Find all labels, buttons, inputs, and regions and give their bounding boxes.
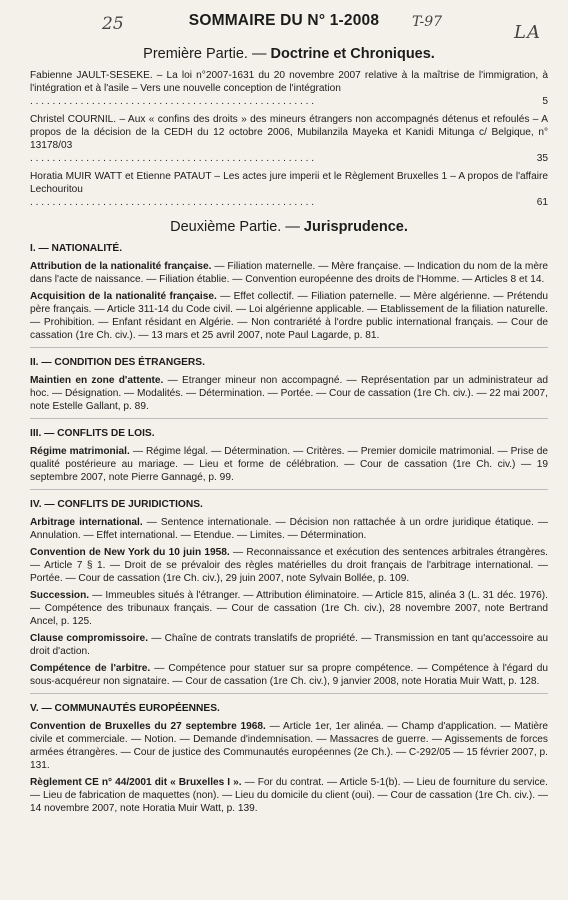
section-divider xyxy=(30,347,548,348)
section-divider xyxy=(30,418,548,419)
case-entry-title: Régime matrimonial. xyxy=(30,446,130,457)
section-heading: I. — NATIONALITÉ. xyxy=(30,243,123,254)
case-entry xyxy=(30,374,548,413)
handwritten-reference: T-97 xyxy=(412,14,443,30)
doctrine-entry-leader xyxy=(30,152,548,165)
case-entry xyxy=(30,260,548,286)
case-entry-text: — Immeubles situés à l'étranger. — Attribution éliminatoire. — Article 815, alinéa 3 (L. 31 déc. 1976). — Compétence des tribunaux français. — Cour de cassation (1re Ch. civ.), 28 novembre 2007, note Bertrand Ancel, p. 125. xyxy=(30,590,548,627)
case-entry xyxy=(30,546,548,585)
case-entry xyxy=(30,290,548,342)
case-entry-title: Maintien en zone d'attente. xyxy=(30,375,164,386)
doctrine-entry-text: Horatia MUIR WATT et Etienne PATAUT – Les actes jure imperii et le Règlement Bruxelles 1 – A propos de l'affaire Lechouritou xyxy=(30,171,548,195)
case-entry-text: — Régime légal. — Détermination. — Critères. — Premier domicile matrimonial. — Prise de qualité postérieure au mariage. — Lieu et forme de célébration. — Cour de cassation (1re Ch. civ.) — 19 septembre 2007, note Pierre Gannagé, p. 99. xyxy=(30,446,549,483)
case-entry xyxy=(30,589,548,628)
page-title: SOMMAIRE DU N° 1-2008 xyxy=(188,12,380,29)
case-entry-text: — For du contrat. — Article 5-1(b). — Lieu de fourniture du service. — Lieu de fabrication de maquettes (non). — Lieu du domicile du client (oui). — Cour de cassation (1re Ch. civ.). — 14 novembre 2007, note Horatia Muir Watt, p. 139. xyxy=(30,777,548,814)
part-one-heading xyxy=(30,48,548,61)
case-entry-title: Succession. xyxy=(30,590,90,601)
case-entry-text: — Article 1er, 1er alinéa. — Champ d'application. — Matière civile et commerciale. — Notion. — Demande d'indemnisation. — Massacres de guerre. — Agissements de forces armées étrangères. — Cour de justice des Communautés européennes (2e Ch.). — C-292/05 — 15 février 2007, p. 131. xyxy=(30,721,548,771)
case-entry-title: Convention de New York du 10 juin 1958. xyxy=(30,547,230,558)
doctrine-entry xyxy=(30,113,548,165)
case-entry-title: Convention de Bruxelles du 27 septembre 1968. xyxy=(30,721,266,732)
jurisprudence-sections xyxy=(30,242,548,815)
case-entry xyxy=(30,776,548,815)
case-entry xyxy=(30,720,548,772)
case-entry xyxy=(30,516,548,542)
part-two-title: Jurisprudence. xyxy=(303,219,408,235)
section-heading: III. — CONFLITS DE LOIS. xyxy=(30,428,155,439)
section-heading: V. — COMMUNAUTÉS EUROPÉENNES. xyxy=(30,703,220,714)
case-entry xyxy=(30,632,548,658)
case-entry xyxy=(30,445,548,484)
case-entry xyxy=(30,662,548,688)
doctrine-entry-page: 35 xyxy=(536,153,548,164)
doctrine-entry-page: 61 xyxy=(536,197,548,208)
case-entry-text: — Filiation maternelle. — Mère française. — Indication du nom de la mère dans l'acte de naissance. — Filiation établie. — Convention européenne des droits de l'Homme. — Articles 8 et 14. xyxy=(30,261,548,285)
dot-leader: . . . . . . . . . . . . . . . . . . . . . . . . . . . . . . . . . . . . . . . . . . . . . . . . . . . xyxy=(30,197,315,208)
case-entry-text: — Etranger mineur non accompagné. — Représentation par un administrateur ad hoc. — Désignation. — Modalités. — Détermination. — Portée. — Cour de cassation (1re Ch. civ.). — 22 mai 2007, note Estelle Gallant, p. 89. xyxy=(30,375,549,412)
case-entry-title: Compétence de l'arbitre. xyxy=(30,663,151,674)
case-entry-text: — Reconnaissance et exécution des sentences arbitrales étrangères. — Article 7 § 1. — Droit de se prévaloir des règles matérielles du droit français de l'arbitrage international. — Portée. — Cour de cassation (1re Ch. civ.), 29 juin 2007, note Sylvain Bollée, p. 109. xyxy=(30,547,548,584)
section-divider xyxy=(30,489,548,490)
case-entry-text: — Effet collectif. — Filiation paternelle. — Mère algérienne. — Prétendu père français. — Article 311-14 du Code civil. — Loi algérienne applicable. — Etablissement de la filiation naturelle. — Prohibition. — Enfant résidant en Algérie. — Non contrariété à l'ordre public international français. — Cour de cassation (1re Ch. civ.). — 13 mars et 25 avril 2007, note Paul Lagarde, p. 81. xyxy=(30,291,549,341)
case-entry-title: Règlement CE n° 44/2001 dit « Bruxelles I ». xyxy=(30,777,242,788)
doctrine-entry-leader xyxy=(30,95,548,108)
case-entry-title: Acquisition de la nationalité française. xyxy=(30,291,217,302)
doctrine-entry-leader xyxy=(30,196,548,209)
doctrine-entry-page: 5 xyxy=(542,96,548,107)
dot-leader: . . . . . . . . . . . . . . . . . . . . . . . . . . . . . . . . . . . . . . . . . . . . . . . . . . . xyxy=(30,96,315,107)
dot-leader: . . . . . . . . . . . . . . . . . . . . . . . . . . . . . . . . . . . . . . . . . . . . . . . . . . . xyxy=(30,153,315,164)
part-one-title: Doctrine et Chroniques. xyxy=(270,46,435,62)
case-entry-title: Clause compromissoire. xyxy=(30,633,149,644)
case-entry-text: — Chaîne de contrats translatifs de propriété. — Transmission en tant qu'accessoire au droit d'action. xyxy=(30,633,548,657)
case-entry-text: — Sentence internationale. — Décision non rattachée à un ordre juridique étatique. — Annulation. — Effet international. — Etendue. — Limites. — Détermination. xyxy=(30,517,548,541)
doctrine-entry-text: Christel COURNIL. – Aux « confins des droits » des mineurs étrangers non accompagnés détenus et refoulés – A propos de la décision de la CEDH du 12 octobre 2006, Mubilanzila Mayeka et Kanidi Mitunga c/ Belgique, n° 13178/03 xyxy=(30,114,548,151)
doctrine-list xyxy=(30,69,548,209)
part-two-heading xyxy=(30,221,548,234)
section-divider xyxy=(30,693,548,694)
part-two-prefix: Deuxième Partie. — xyxy=(170,219,304,235)
doctrine-entry-text: Fabienne JAULT-SESEKE. – La loi n°2007-1631 du 20 novembre 2007 relative à la maîtrise de l'immigration, à l'intégration et à l'asile – Vers une nouvelle conception de l'intégration xyxy=(30,70,548,94)
summary-content xyxy=(30,48,548,819)
doctrine-entry xyxy=(30,69,548,108)
part-one-prefix: Première Partie. — xyxy=(143,46,271,62)
case-entry-title: Arbitrage international. xyxy=(30,517,143,528)
case-entry-text: — Compétence pour statuer sur sa propre compétence. — Compétence à l'égard du sous-acquéreur non signataire. — Cour de cassation (1re Ch. civ.), 9 janvier 2008, note Horatia Muir Watt, p. 128. xyxy=(30,663,548,687)
handwritten-initials: LA xyxy=(514,22,541,43)
handwritten-number: 25 xyxy=(102,14,124,34)
section-heading: IV. — CONFLITS DE JURIDICTIONS. xyxy=(30,499,203,510)
doctrine-entry xyxy=(30,170,548,209)
section-heading: II. — CONDITION DES ÉTRANGERS. xyxy=(30,357,205,368)
case-entry-title: Attribution de la nationalité française. xyxy=(30,261,212,272)
